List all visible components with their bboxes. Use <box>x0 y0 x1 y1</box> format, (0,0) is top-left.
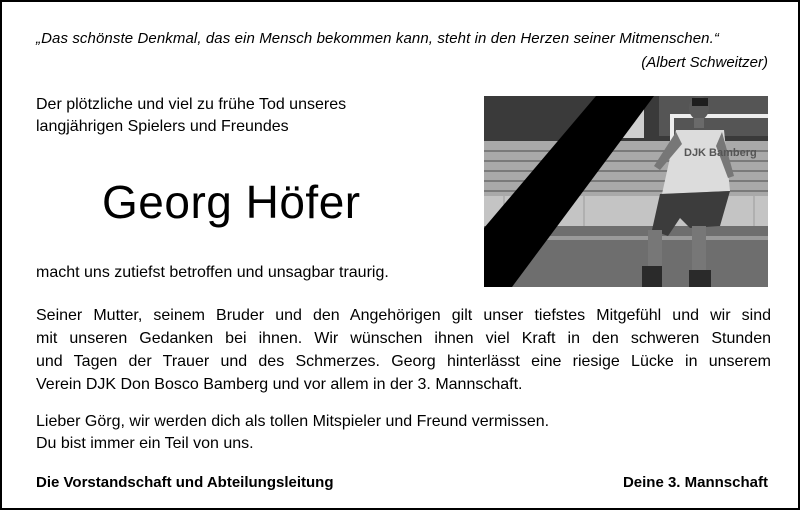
intro-line: langjährigen Spielers und Freundes <box>36 118 289 135</box>
intro-text <box>36 94 456 138</box>
signature-team: Deine 3. Mannschaft <box>622 474 768 491</box>
farewell-text <box>36 411 549 455</box>
condolence-line: Seiner Mutter, seinem Bruder und den Angehörigen gilt unser tiefstes Mitgefühl und wir sind <box>36 307 771 324</box>
portrait-photo <box>484 96 768 287</box>
farewell-line: Du bist immer ein Teil von uns. <box>36 435 254 452</box>
condolence-line: Verein DJK Don Bosco Bamberg und vor allem in der 3. Mannschaft. <box>36 376 523 393</box>
condolence-line: und Tagen der Trauer und des Schmerzes. Georg hinterlässt eine riesige Lücke in unserem <box>36 353 771 370</box>
after-name-text: macht uns zutiefst betroffen und unsagbar traurig. <box>36 264 389 281</box>
condolence-text <box>36 304 771 396</box>
jersey-logo: DJK Bamberg <box>684 147 757 159</box>
condolence-line: mit unseren Gedanken bei ihnen. Wir wünschen ihnen viel Kraft in den schweren Stunden <box>36 330 771 347</box>
quote-author: (Albert Schweitzer) <box>641 54 768 71</box>
intro-line: Der plötzliche und viel zu frühe Tod unseres <box>36 96 347 113</box>
quote-text: „Das schönste Denkmal, das ein Mensch bekommen kann, steht in den Herzen seiner Mitmenschen.“ <box>36 30 719 47</box>
signature-board: Die Vorstandschaft und Abteilungsleitung <box>36 474 334 491</box>
farewell-line: Lieber Görg, wir werden dich als tollen Mitspieler und Freund vermissen. <box>36 413 550 430</box>
portrait-photo-image <box>484 96 768 287</box>
deceased-name: Georg Höfer <box>102 176 361 228</box>
